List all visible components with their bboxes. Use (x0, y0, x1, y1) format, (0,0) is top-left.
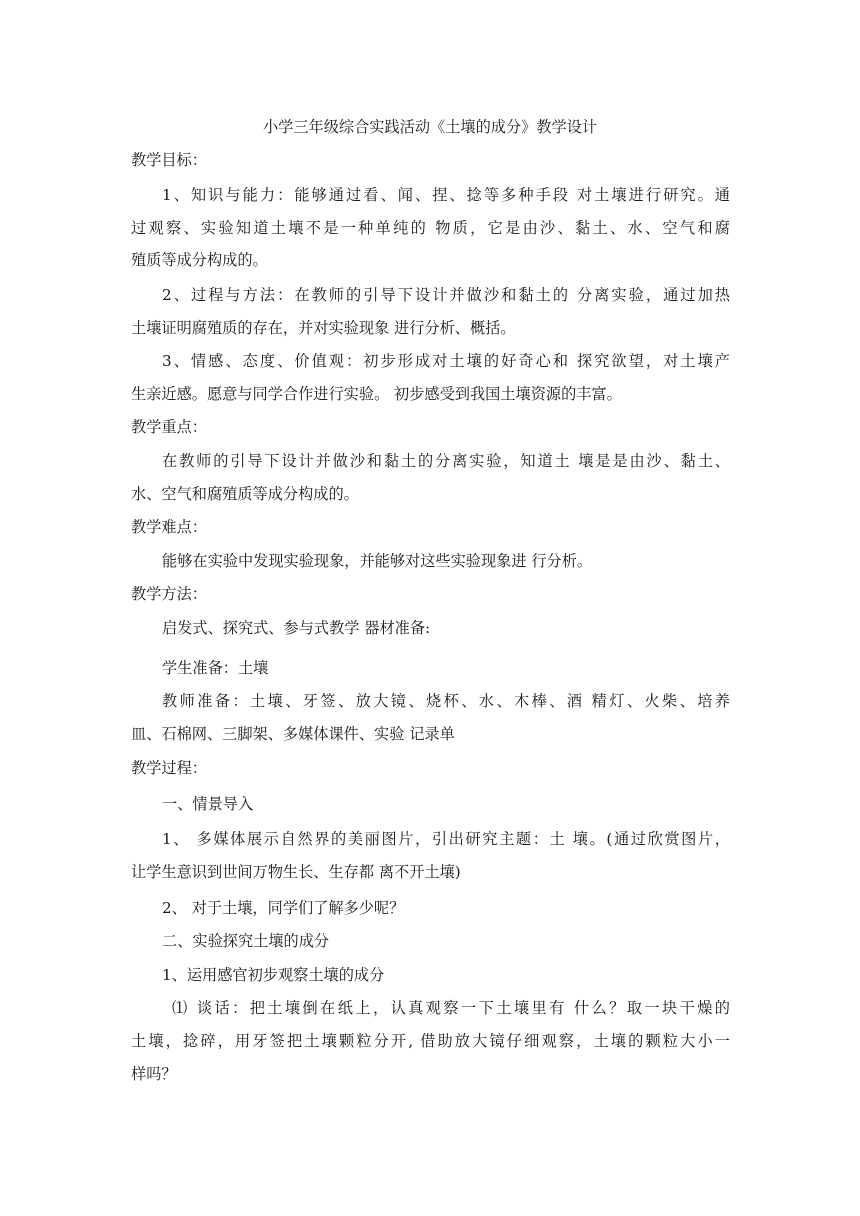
objectives-heading: 教学目标： (131, 151, 207, 169)
document-title: 小学三年级综合实践活动《土壤的成分》教学设计 (262, 118, 598, 136)
key-points-line-2: 水、空气和腐殖质等成分构成的。 (131, 485, 359, 503)
part2-title: 二、实验探究土壤的成分 (162, 932, 330, 950)
part1-title: 一、情景导入 (162, 795, 254, 813)
teacher-prep-line-1: 教师准备：土壤、牙签、放大镜、烧杯、水、木棒、酒 精灯、火柴、培养 (162, 692, 730, 710)
key-points-line-1: 在教师的引导下设计并做沙和黏土的分离实验，知道土 壤是是由沙、黏土、 (162, 452, 730, 470)
part1-item1-line-1: 1、 多媒体展示自然界的美丽图片，引出研究主题：土 壤。(通过欣赏图片， (162, 830, 730, 848)
student-prep: 学生准备：土壤 (162, 659, 269, 677)
objective-emotion-line-2: 生亲近感。愿意与同学合作进行实验。 初步感受到我国土壤资源的丰富。 (131, 385, 622, 403)
difficulties-heading: 教学难点： (131, 518, 207, 536)
teacher-prep-line-2: 皿、石棉网、三脚架、多媒体课件、实验 记录单 (131, 725, 455, 743)
objective-knowledge-line-2: 过观察、实验知道土壤不是一种单纯的 物质，它是由沙、黏土、水、空气和腐 (131, 219, 730, 237)
part1-item1-line-2: 让学生意识到世间万物生长、生存都 离不开土壤) (131, 863, 461, 881)
key-points-heading: 教学重点： (131, 418, 207, 436)
part2-sub1-item1-line-1: ⑴ 谈话：把土壤倒在纸上，认真观察一下土壤里有 什么？取一块干燥的 (172, 999, 730, 1017)
objective-knowledge-line-3: 殖质等成分构成的。 (131, 251, 268, 269)
objective-process-line-2: 土壤证明腐殖质的存在，并对实验现象 进行分析、概括。 (131, 319, 516, 337)
part2-sub1-item1-line-2: 土壤，捻碎，用牙签把土壤颗粒分开, 借助放大镜仔细观察，土壤的颗粒大小一 (131, 1032, 730, 1050)
objective-knowledge-line-1: 1、知识与能力：能够通过看、闻、捏、捻等多种手段 对土壤进行研究。通 (162, 186, 730, 204)
part1-item2: 2、 对于土壤，同学们了解多少呢？ (162, 899, 405, 917)
objective-emotion-line-1: 3、情感、态度、价值观：初步形成对土壤的好奇心和 探究欲望，对土壤产 (162, 352, 730, 370)
part2-sub1-item1-line-3: 样吗？ (131, 1065, 177, 1083)
difficulties-line-1: 能够在实验中发现实验现象，并能够对这些实验现象进 行分析。 (162, 552, 593, 570)
part2-sub1: 1、运用感官初步观察土壤的成分 (162, 966, 385, 984)
objective-process-line-1: 2、过程与方法：在教师的引导下设计并做沙和黏土的 分离实验，通过加热 (162, 286, 730, 304)
methods-line: 启发式、探究式、参与式教学 器材准备: (162, 619, 431, 637)
process-heading: 教学过程： (131, 759, 207, 777)
methods-heading: 教学方法： (131, 585, 207, 603)
